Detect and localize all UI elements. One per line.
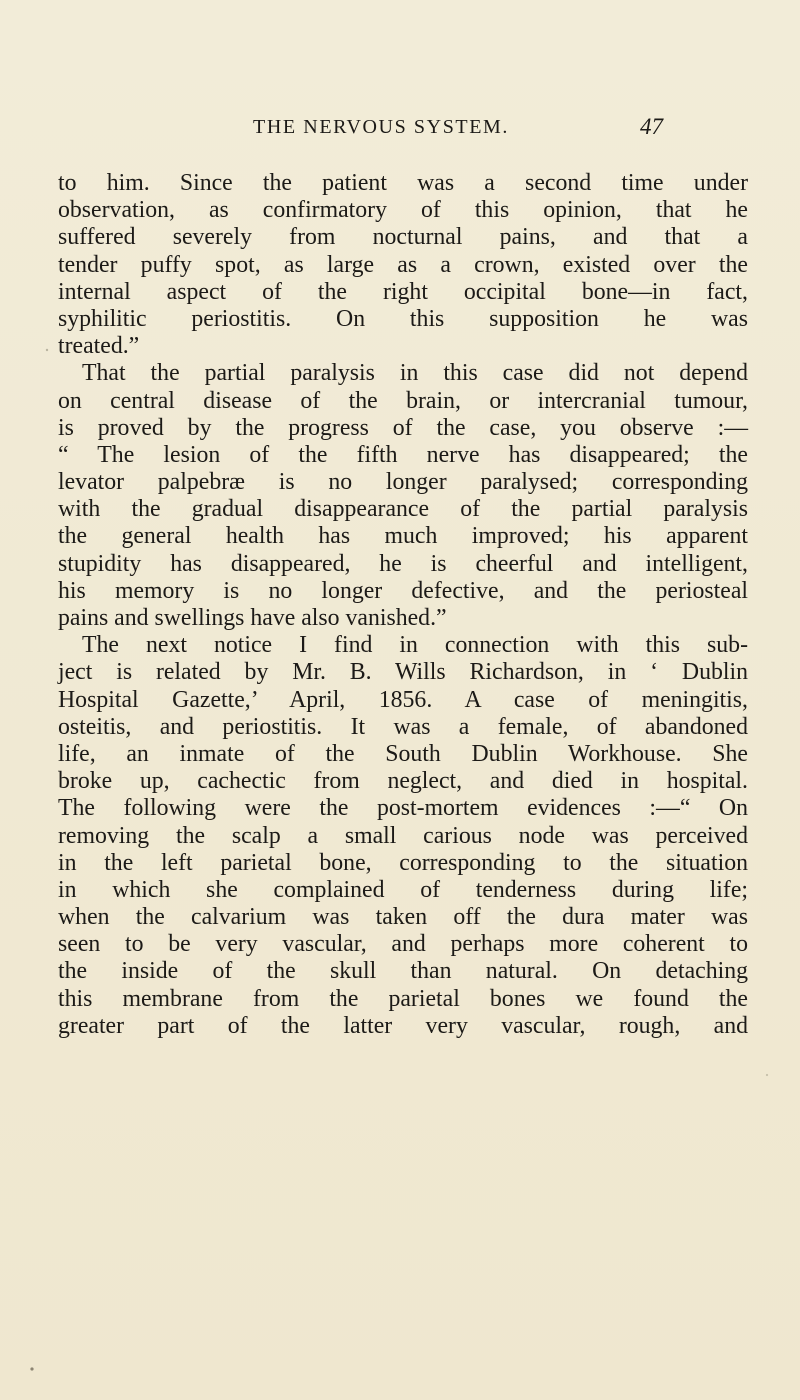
running-head-title: THE NERVOUS SYSTEM.	[253, 116, 510, 138]
text-line: levator palpebræ is no longer paralysed; corresponding	[58, 469, 748, 496]
text-line: is proved by the progress of the case, you observe :—	[58, 414, 748, 441]
text-line: osteitis, and periostitis. It was a female, of abandoned	[58, 713, 748, 740]
paper-speck	[30, 1367, 33, 1370]
text-line: “ The lesion of the fifth nerve has disappeared; the	[58, 441, 748, 468]
text-line: observation, as confirmatory of this opinion, that he	[58, 197, 748, 224]
text-line: The following were the post-mortem evidences :—“ On	[58, 795, 748, 822]
text-line: in which she complained of tenderness during life;	[58, 876, 748, 903]
text-line: That the partial paralysis in this case did not depend	[82, 360, 748, 387]
text-line: ject is related by Mr. B. Wills Richardson, in ‘ Dublin	[58, 659, 748, 686]
text-line: suffered severely from nocturnal pains, and that a	[58, 224, 748, 251]
text-line: to him. Since the patient was a second time under	[58, 170, 748, 196]
text-line: seen to be very vascular, and perhaps more coherent to	[58, 931, 748, 958]
text-line: removing the scalp a small carious node was perceived	[58, 822, 748, 849]
text-line: pains and swellings have also vanished.”	[58, 605, 447, 631]
text-line: syphilitic periostitis. On this supposition he was	[58, 305, 748, 332]
page-number: 47	[640, 114, 663, 139]
text-line: Hospital Gazette,’ April, 1856. A case of meningitis,	[58, 686, 748, 713]
text-line: when the calvarium was taken off the dura mater was	[58, 904, 748, 931]
text-line: life, an inmate of the South Dublin Workhouse. She	[58, 740, 748, 767]
body-text	[58, 170, 748, 1040]
text-line: tender puffy spot, as large as a crown, existed over the	[58, 251, 748, 278]
paper-speck	[766, 1074, 768, 1076]
text-line: with the gradual disappearance of the partial paralysis	[58, 496, 748, 523]
text-line: the general health has much improved; his apparent	[58, 523, 748, 550]
paper-speck	[46, 349, 48, 351]
text-line: stupidity has disappeared, he is cheerful and intelligent,	[58, 550, 748, 577]
text-line: broke up, cachectic from neglect, and died in hospital.	[58, 768, 748, 795]
text-line: in the left parietal bone, corresponding to the situation	[58, 849, 748, 876]
text-line: this membrane from the parietal bones we found the	[58, 985, 748, 1012]
text-line: greater part of the latter very vascular, rough, and	[58, 1012, 748, 1039]
text-line: his memory is no longer defective, and the periosteal	[58, 577, 748, 604]
text-line: The next notice I find in connection with this sub-	[82, 632, 748, 659]
text-line: internal aspect of the right occipital bone—in fact,	[58, 278, 748, 305]
running-head	[0, 116, 800, 146]
text-line: the inside of the skull than natural. On detaching	[58, 958, 748, 985]
text-line: on central disease of the brain, or intercranial tumour,	[58, 387, 748, 414]
text-line: treated.”	[58, 333, 140, 360]
